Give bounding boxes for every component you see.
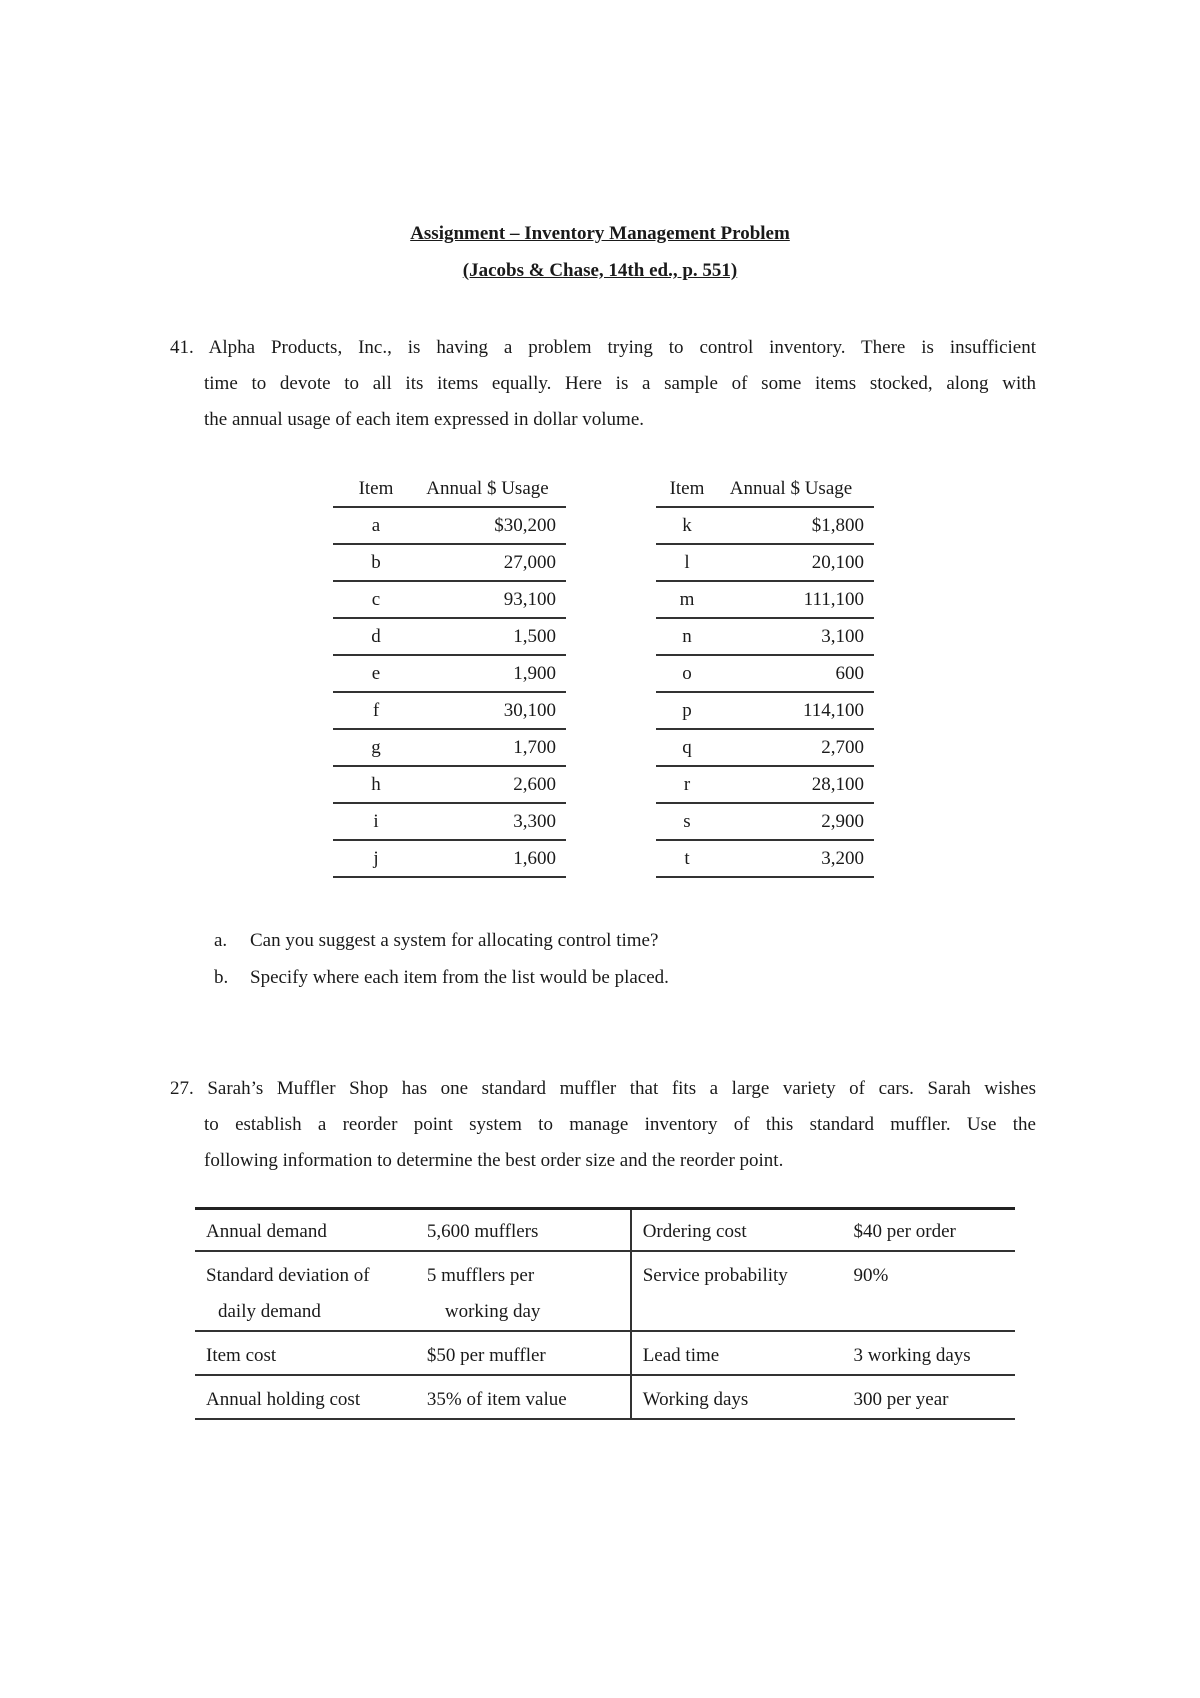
table-row [195,1331,1015,1375]
item-cell: b [333,544,419,581]
usage-cell: 2,600 [419,766,566,803]
usage-cell: 3,200 [718,840,874,877]
problem-41-line-1: 41. Alpha Products, Inc., is having a problem trying to control inventory. There is insufficient [170,337,1036,358]
column-header-usage: Annual $ Usage [718,472,874,507]
usage-cell: 1,500 [419,618,566,655]
page-title: Assignment – Inventory Management Problem [410,223,790,244]
problem-41-questions [214,922,669,996]
item-cell: m [656,581,718,618]
table-row [333,507,874,544]
table-row [195,1209,1015,1252]
problem-41-line-2: time to devote to all its items equally. Here is a sample of some items stocked, along with [204,373,1036,394]
column-header-item: Item [656,472,718,507]
table-row [333,766,874,803]
problem-27-line-1: 27. Sarah’s Muffler Shop has one standard muffler that fits a large variety of cars. Sarah wishes [170,1078,1037,1099]
table-header-row [333,472,874,507]
question-a: a. Can you suggest a system for allocating control time? [214,930,659,951]
usage-cell: 3,100 [718,618,874,655]
question-b: b. Specify where each item from the list would be placed. [214,967,669,988]
usage-cell: 28,100 [718,766,874,803]
problem-41-line-3: the annual usage of each item expressed in dollar volume. [204,409,645,430]
usage-cell: 30,100 [419,692,566,729]
item-cell: a [333,507,419,544]
ordering-cost-label: Ordering cost [631,1209,843,1252]
source-citation: (Jacobs & Chase, 14th ed., p. 551) [462,260,738,281]
problem-41-text [170,330,1036,438]
problem-27-text [170,1071,1036,1179]
item-cell: k [656,507,718,544]
table-row [195,1251,1015,1331]
problem-41-number: 41. [170,337,194,358]
usage-cell: $1,800 [718,507,874,544]
item-cell: g [333,729,419,766]
usage-cell: 2,900 [718,803,874,840]
item-cell: t [656,840,718,877]
std-dev-value: 5 mufflers per working day [416,1251,631,1331]
service-probability-value: 90% [843,1251,1016,1331]
ordering-cost-value: $40 per order [843,1209,1016,1252]
item-cost-value: $50 per muffler [416,1331,631,1375]
working-days-value: 300 per year [843,1375,1016,1419]
table-row [333,655,874,692]
usage-cell: 114,100 [718,692,874,729]
std-dev-label: Standard deviation of daily demand [195,1251,416,1331]
item-cell: i [333,803,419,840]
item-cell: c [333,581,419,618]
usage-cell: 2,700 [718,729,874,766]
lead-time-value: 3 working days [843,1331,1016,1375]
muffler-info-table [195,1207,1015,1420]
table-row [333,544,874,581]
usage-cell: 3,300 [419,803,566,840]
usage-cell: 20,100 [718,544,874,581]
usage-cell: $30,200 [419,507,566,544]
problem-27-line-3: following information to determine the best order size and the reorder point. [204,1150,784,1171]
table-row [195,1375,1015,1419]
item-cell: s [656,803,718,840]
usage-cell: 93,100 [419,581,566,618]
item-cell: f [333,692,419,729]
usage-cell: 1,900 [419,655,566,692]
usage-cell: 1,700 [419,729,566,766]
item-cell: r [656,766,718,803]
usage-cell: 27,000 [419,544,566,581]
column-header-item: Item [333,472,419,507]
item-cell: h [333,766,419,803]
item-cost-label: Item cost [195,1331,416,1375]
working-days-label: Working days [631,1375,843,1419]
annual-demand-label: Annual demand [195,1209,416,1252]
column-header-usage: Annual $ Usage [419,472,566,507]
table-row [333,581,874,618]
table-row [333,692,874,729]
item-cell: e [333,655,419,692]
item-cell: q [656,729,718,766]
annual-demand-value: 5,600 mufflers [416,1209,631,1252]
lead-time-label: Lead time [631,1331,843,1375]
usage-cell: 1,600 [419,840,566,877]
item-cell: l [656,544,718,581]
table-row [333,618,874,655]
annual-usage-table [333,472,874,878]
problem-27-number: 27. [170,1078,194,1099]
table-row [333,840,874,877]
service-probability-label: Service probability [631,1251,843,1331]
holding-cost-label: Annual holding cost [195,1375,416,1419]
item-cell: o [656,655,718,692]
usage-cell: 600 [718,655,874,692]
usage-cell: 111,100 [718,581,874,618]
item-cell: n [656,618,718,655]
holding-cost-value: 35% of item value [416,1375,631,1419]
table-row [333,803,874,840]
problem-27-line-2: to establish a reorder point system to manage inventory of this standard muffler. Use the [204,1114,1036,1135]
table-row [333,729,874,766]
item-cell: d [333,618,419,655]
item-cell: j [333,840,419,877]
item-cell: p [656,692,718,729]
